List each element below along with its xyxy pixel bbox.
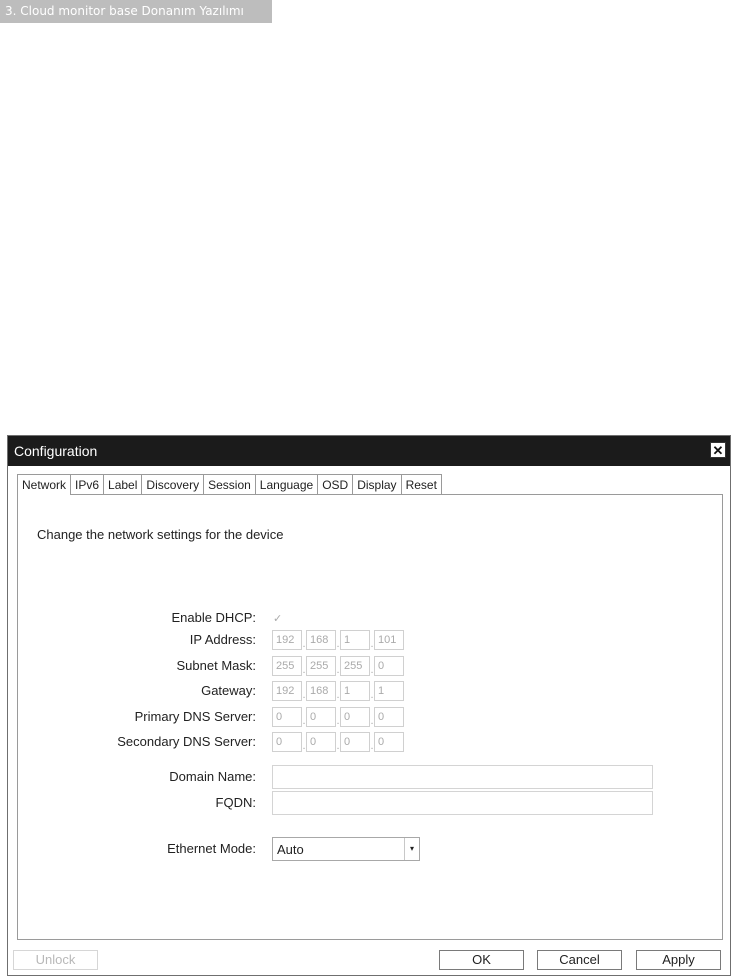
primary-dns-field xyxy=(272,707,404,727)
ip-address-field xyxy=(272,630,404,650)
domain-name-label: Domain Name: xyxy=(169,769,256,784)
gateway-label: Gateway: xyxy=(201,683,256,698)
primary-dns-label: Primary DNS Server: xyxy=(134,709,256,724)
octet-separator: . xyxy=(370,638,374,650)
fqdn-label: FQDN: xyxy=(215,795,256,810)
ip-address-octet-3[interactable]: 1 xyxy=(340,630,370,650)
octet-separator: . xyxy=(370,740,374,752)
page-header: 3. Cloud monitor base Donanım Yazılımı xyxy=(0,0,272,23)
octet-separator: . xyxy=(336,689,340,701)
fqdn-input[interactable] xyxy=(272,791,653,815)
tab-discovery[interactable]: Discovery xyxy=(141,474,203,495)
gateway-field xyxy=(272,681,404,701)
subnet-mask-octet-2[interactable]: 255 xyxy=(306,656,336,676)
ip-address-octet-2[interactable]: 168 xyxy=(306,630,336,650)
octet-separator: . xyxy=(336,740,340,752)
panel-subtitle: Change the network settings for the device xyxy=(37,527,284,542)
octet-separator: . xyxy=(302,638,306,650)
chevron-down-icon[interactable]: ▾ xyxy=(404,838,419,860)
enable-dhcp-checkbox[interactable]: ✓ xyxy=(273,613,283,625)
tab-network[interactable]: Network xyxy=(17,474,70,497)
secondary-dns-field xyxy=(272,732,404,752)
octet-separator: . xyxy=(302,689,306,701)
configuration-dialog xyxy=(7,435,731,976)
dialog-titlebar xyxy=(8,436,730,466)
tab-reset[interactable]: Reset xyxy=(401,474,442,495)
secondary-dns-octet-4[interactable]: 0 xyxy=(374,732,404,752)
tab-session[interactable]: Session xyxy=(203,474,255,495)
tab-label[interactable]: Label xyxy=(103,474,141,495)
ethernet-mode-label: Ethernet Mode: xyxy=(167,841,256,856)
tab-language[interactable]: Language xyxy=(255,474,317,495)
ip-address-label: IP Address: xyxy=(189,632,256,647)
tab-ipv6[interactable]: IPv6 xyxy=(70,474,103,495)
octet-separator: . xyxy=(336,715,340,727)
domain-name-input[interactable] xyxy=(272,765,653,789)
primary-dns-octet-1[interactable]: 0 xyxy=(272,707,302,727)
secondary-dns-label: Secondary DNS Server: xyxy=(117,734,256,749)
subnet-mask-field xyxy=(272,656,404,676)
close-icon[interactable]: ✕ xyxy=(710,442,726,458)
octet-separator: . xyxy=(302,715,306,727)
octet-separator: . xyxy=(370,715,374,727)
tab-bar xyxy=(17,474,442,495)
apply-button[interactable]: Apply xyxy=(636,950,721,970)
octet-separator: . xyxy=(302,740,306,752)
dialog-title: Configuration xyxy=(14,443,98,459)
gateway-octet-2[interactable]: 168 xyxy=(306,681,336,701)
ip-address-octet-1[interactable]: 192 xyxy=(272,630,302,650)
ethernet-mode-select[interactable] xyxy=(272,837,420,861)
primary-dns-octet-3[interactable]: 0 xyxy=(340,707,370,727)
subnet-mask-octet-4[interactable]: 0 xyxy=(374,656,404,676)
primary-dns-octet-2[interactable]: 0 xyxy=(306,707,336,727)
octet-separator: . xyxy=(370,664,374,676)
tab-display[interactable]: Display xyxy=(352,474,400,495)
secondary-dns-octet-3[interactable]: 0 xyxy=(340,732,370,752)
unlock-button[interactable]: Unlock xyxy=(13,950,98,970)
ip-address-octet-4[interactable]: 101 xyxy=(374,630,404,650)
gateway-octet-3[interactable]: 1 xyxy=(340,681,370,701)
ok-button[interactable]: OK xyxy=(439,950,524,970)
gateway-octet-1[interactable]: 192 xyxy=(272,681,302,701)
octet-separator: . xyxy=(336,638,340,650)
octet-separator: . xyxy=(370,689,374,701)
enable-dhcp-label: Enable DHCP: xyxy=(171,610,256,625)
subnet-mask-octet-3[interactable]: 255 xyxy=(340,656,370,676)
cancel-button[interactable]: Cancel xyxy=(537,950,622,970)
gateway-octet-4[interactable]: 1 xyxy=(374,681,404,701)
octet-separator: . xyxy=(302,664,306,676)
subnet-mask-octet-1[interactable]: 255 xyxy=(272,656,302,676)
secondary-dns-octet-2[interactable]: 0 xyxy=(306,732,336,752)
secondary-dns-octet-1[interactable]: 0 xyxy=(272,732,302,752)
subnet-mask-label: Subnet Mask: xyxy=(176,658,256,673)
octet-separator: . xyxy=(336,664,340,676)
primary-dns-octet-4[interactable]: 0 xyxy=(374,707,404,727)
ethernet-mode-value: Auto xyxy=(277,842,304,857)
tab-osd[interactable]: OSD xyxy=(317,474,352,495)
